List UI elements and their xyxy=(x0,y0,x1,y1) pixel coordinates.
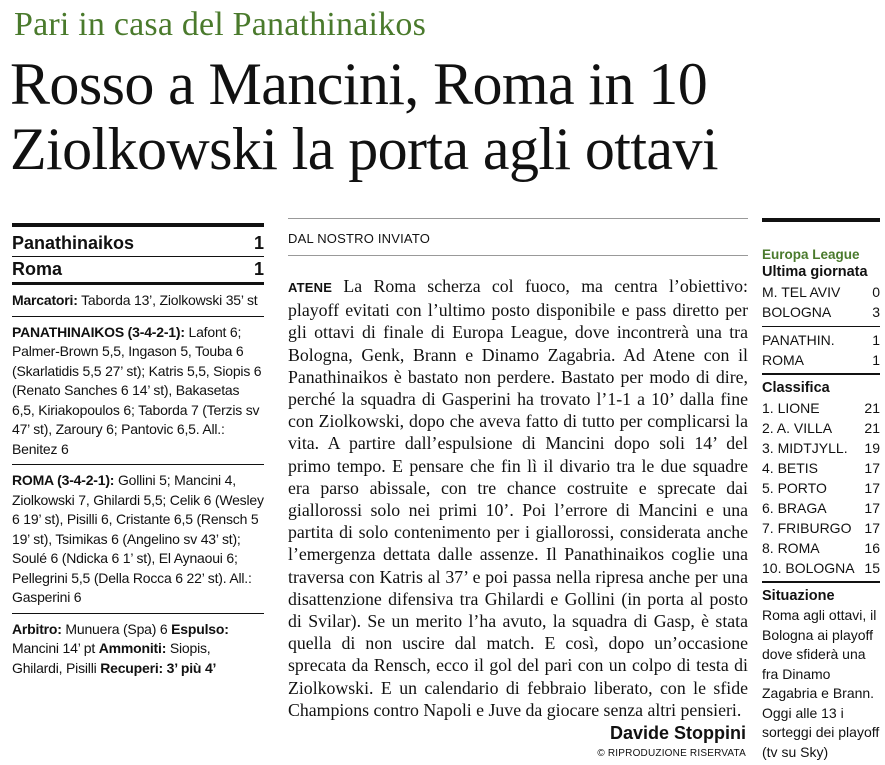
recuperi-label: Recuperi: xyxy=(100,659,163,676)
arbitro-text: Munuera (Spa) 6 xyxy=(61,620,172,637)
lineup-panathinaikos-label: PANATHINAIKOS (3-4-2-1): xyxy=(12,323,185,340)
lineup-roma-text: Gollini 5; Mancini 4, Ziolkowski 7, Ghilardi 5,5; Celik 6 (Wesley 6 19’ st), Pisilli 6, Cristante 6,5 (Rensch 5 19’ st), Tsimikas 6 (Angelino sv 43’ st); Soulé 6 (Ndicka 6 1’ st), El Aynaoui 6; Pellegrini 5,5 (Della Rocca 6 22’ st). All.: Gasperini 6 xyxy=(12,472,264,605)
arbitro-label: Arbitro: xyxy=(12,620,62,637)
standings-points: 17 xyxy=(864,480,880,496)
result-score: 3 xyxy=(872,304,880,320)
ammoniti-text: Siopis, Ghilardi, Pisilli xyxy=(12,640,211,676)
standings-team: 4. BETIS xyxy=(762,460,819,476)
score-row-away xyxy=(12,256,264,282)
divider xyxy=(762,581,880,583)
headline xyxy=(10,52,880,182)
standings-row xyxy=(762,518,880,538)
sidebar-title: Europa League xyxy=(762,247,860,262)
standings-row xyxy=(762,418,880,438)
copyright: © RIPRODUZIONE RISERVATA xyxy=(597,748,746,759)
situazione-text: Roma agli ottavi, il Bologna ai playoff dove sfiderà una fra Dinamo Zagabria e Brann. Oggi alle 13 i sorteggi dei playoff (tv su Sky) xyxy=(762,607,880,760)
divider xyxy=(762,326,880,327)
divider xyxy=(762,373,880,375)
standings-points: 15 xyxy=(864,560,880,576)
result-row xyxy=(762,330,880,350)
situazione-title: Situazione xyxy=(762,588,835,604)
headline-line-2: Ziolkowski la porta agli ottavi xyxy=(10,116,718,182)
sidebar-top-rule xyxy=(762,218,880,222)
result-team: ROMA xyxy=(762,352,804,368)
standings-row xyxy=(762,398,880,418)
standings-team: 10. BOLOGNA xyxy=(762,560,855,576)
result-score: 1 xyxy=(872,352,880,368)
home-score: 1 xyxy=(253,233,264,253)
marcatori-label: Marcatori: xyxy=(12,292,78,308)
result-row xyxy=(762,350,880,370)
espulso-label: Espulso: xyxy=(171,620,229,637)
sidebar xyxy=(762,218,880,762)
lineup-roma xyxy=(12,464,264,613)
result-team: M. TEL AVIV xyxy=(762,284,841,300)
standings-row xyxy=(762,558,880,578)
standings-row xyxy=(762,498,880,518)
away-team: Roma xyxy=(12,259,63,279)
result-team: BOLOGNA xyxy=(762,304,832,320)
standings-team: 5. PORTO xyxy=(762,480,827,496)
result-row xyxy=(762,282,880,302)
result-team: PANATHIN. xyxy=(762,332,835,348)
home-team: Panathinaikos xyxy=(12,233,135,253)
match-box xyxy=(12,218,264,683)
top-rule xyxy=(12,223,264,227)
classifica-title: Classifica xyxy=(762,380,830,396)
score-block xyxy=(12,231,264,282)
espulso-text: Mancini 14’ pt xyxy=(12,640,99,656)
standings-team: 8. ROMA xyxy=(762,540,820,556)
standings-points: 21 xyxy=(864,420,880,436)
result-score: 0 xyxy=(872,284,880,300)
article-text: La Roma scherza col fuoco, ma centra l’obiettivo: playoff evitati con l’ultimo posto disponibile e pass diretto per gli ottavi di finale di Europa League, dove incontrerà una tra Bologna, Genk, Brann e Dinamo Zagabria. Ad Atene con il Panathinaikos è bastato non perdere. Bastato per modo di dire, perché la squadra di Gasperini ha trovato l’1-1 a 10’ dalla fine con Ziolkowski, dopo che aveva fatto di tutto per complicarsi la vita. A partire dall’espulsione di Mancini dopo soli 14’ del primo tempo. E pensare che fin lì il divario tra le due squadre era parso abissale, con tre chance costruite e sprecate dai giallorossi solo nei primi 10’. Poi l’errore di Mancini e una partita di solo contenimento per i giallorossi, considerata anche l’emergenza dettata dalle assenze. Il Panathinaikos coglie una traversa con Katris al 37’ e poi passa nella ripresa anche per una disattenzione difensiva tra Ghilardi e Gollini (in porta al posto di Svilar). Se un merito l’ha avuto, la squadra di Gasp, è stata quella di non uscire dal match. E così, dopo un’occasione sprecata da Rensch, ecco il gol del pari con un colpo di testa di Ziolkowski. E un calendario di febbraio liberato, con le sfide Champions contro Napoli e Juve da giocare senza altri pensieri. xyxy=(288,276,748,720)
ammoniti-label: Ammoniti: xyxy=(98,640,167,656)
standings-points: 21 xyxy=(864,400,880,416)
result-score: 1 xyxy=(872,332,880,348)
standings-points: 17 xyxy=(864,460,880,476)
recuperi-text: 3’ più 4’ xyxy=(162,659,217,676)
standings-team: 2. A. VILLA xyxy=(762,420,833,436)
article-body xyxy=(288,275,748,721)
standings-team: 6. BRAGA xyxy=(762,500,827,516)
standings-team: 3. MIDTJYLL. xyxy=(762,440,848,456)
lineup-roma-label: ROMA (3-4-2-1): xyxy=(12,472,115,488)
article-column xyxy=(288,218,748,759)
marcatori-text: Taborda 13’, Ziolkowski 35’ st xyxy=(77,292,258,308)
lineup-panathinaikos xyxy=(12,316,264,465)
standings-points: 16 xyxy=(864,540,880,556)
headline-line-1: Rosso a Mancini, Roma in 10 xyxy=(10,51,708,117)
result-row xyxy=(762,302,880,322)
standings-row xyxy=(762,478,880,498)
standings-team: 7. FRIBURGO xyxy=(762,520,852,536)
standings-row xyxy=(762,538,880,558)
standings-row xyxy=(762,458,880,478)
sidebar-subtitle: Ultima giornata xyxy=(762,264,868,280)
kicker: Pari in casa del Panathinaikos xyxy=(14,6,427,43)
score-row-home xyxy=(12,231,264,256)
standings-row xyxy=(762,438,880,458)
dateline: DAL NOSTRO INVIATO xyxy=(288,218,748,256)
standings-points: 17 xyxy=(864,500,880,516)
standings-points: 17 xyxy=(864,520,880,536)
author: Davide Stoppini xyxy=(609,723,746,743)
standings-points: 19 xyxy=(864,440,880,456)
referee-info xyxy=(12,613,264,684)
standings-team: 1. LIONE xyxy=(762,400,820,416)
marcatori xyxy=(12,282,264,316)
article-place: ATENE xyxy=(288,280,333,295)
lineup-panathinaikos-text: Lafont 6; Palmer-Brown 5,5, Ingason 5, Touba 6 (Skarlatidis 5,5 27’ st); Katris 5,5, Siopis 6 (Renato Sanches 6 14’ st), Bakasetas 6,5, Kiriakopoulos 6; Taborda 7 (Terzis sv 47’ st), Zaroury 6; Pantovic 6,5. All.: Benitez 6 xyxy=(12,323,262,457)
away-score: 1 xyxy=(253,259,264,279)
